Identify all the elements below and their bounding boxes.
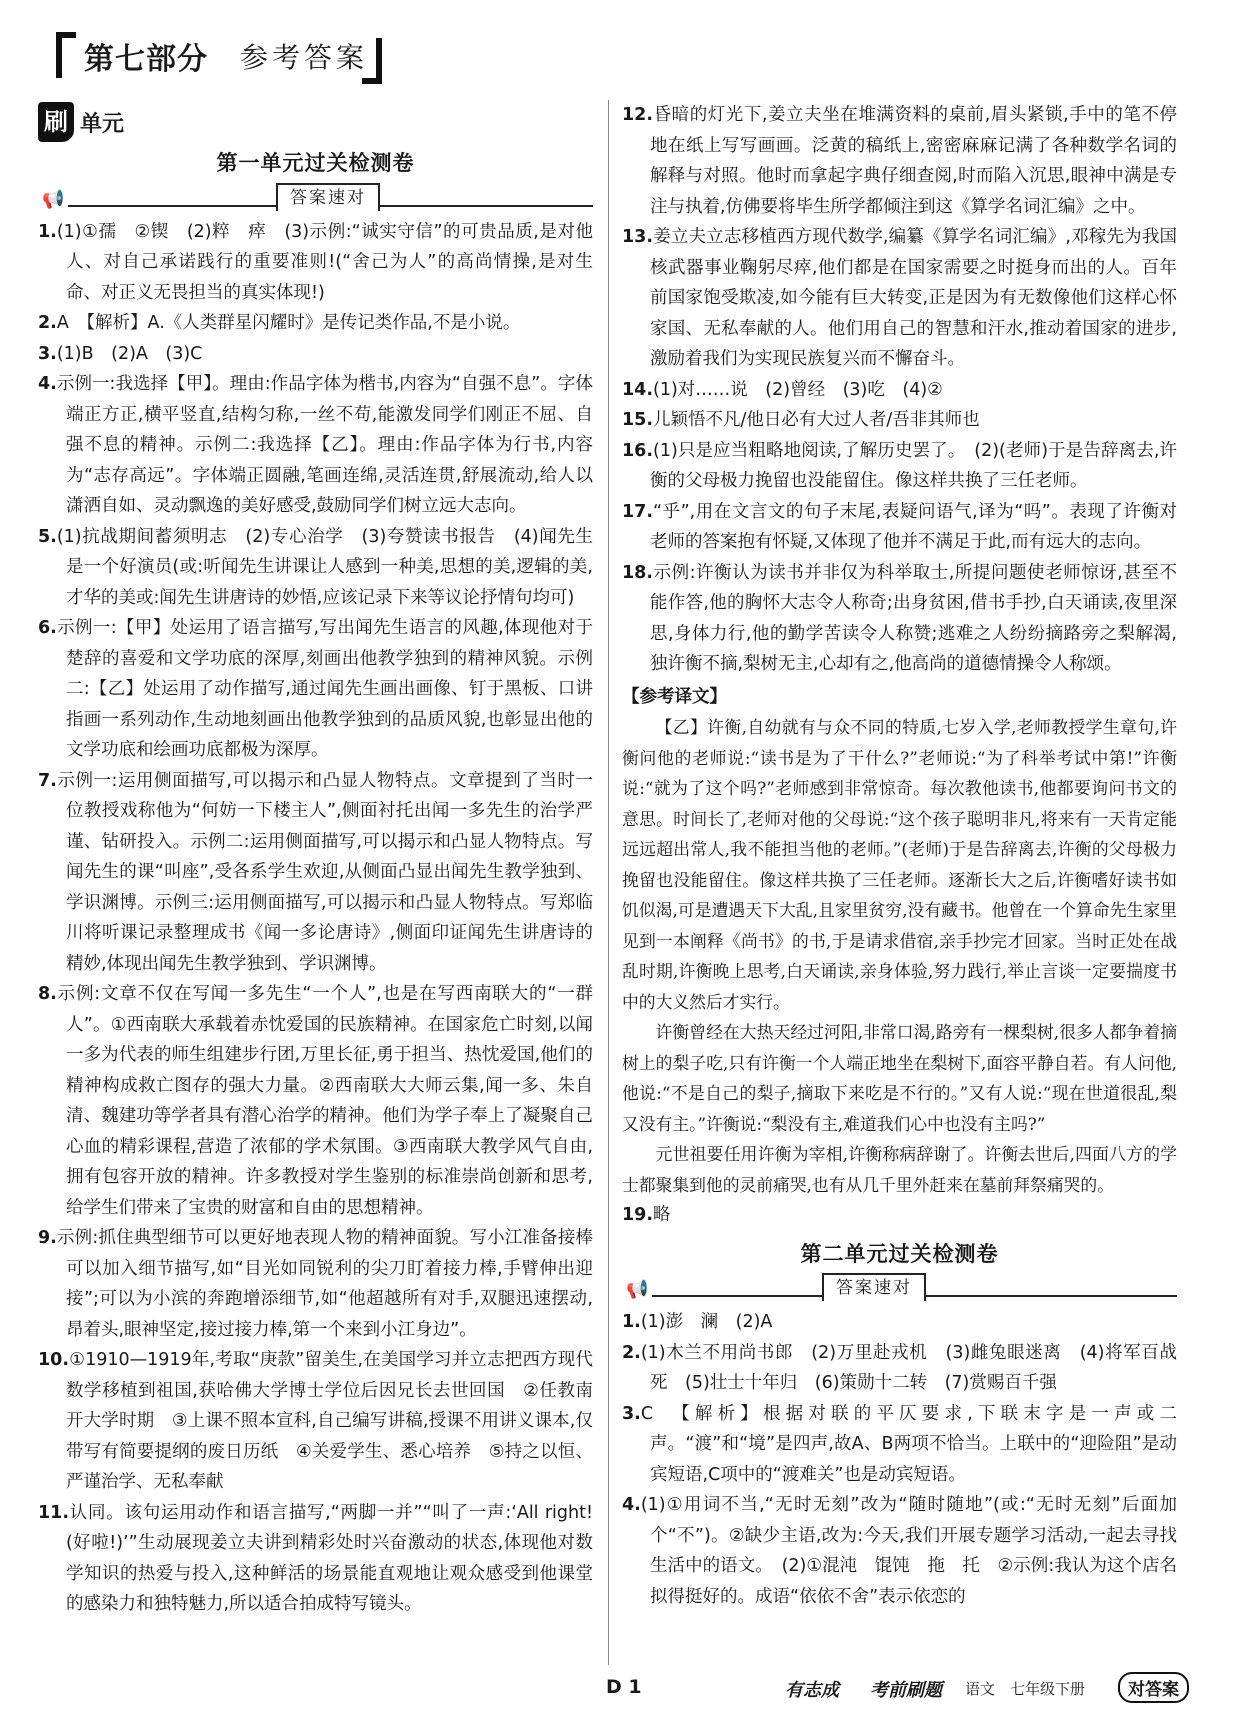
list-item [622,1490,1177,1612]
item-text: 示例一:我选择【甲】。理由:作品字体为楷书,内容为“自强不息”。字体端正方正,横平竖直,结构匀称,一丝不苟,能激发同学们刚正不屈、自强不息的精神。示例二:我选择【乙】。理由:作品字体为行书,内容为“志存高远”。字体端正圆融,笔画连绵,灵活连贯,舒展流动,给人以潇洒自如、灵动飘逸的美好感受,鼓励同学们树立远大志向。 [56,374,593,516]
subject-grade: 语文 七年级下册 [965,1680,1086,1698]
translation-paragraph: 许衡曾经在大热天经过河阳,非常口渴,路旁有一棵梨树,很多人都争着摘树上的梨子吃,只有许衡一个人端正地坐在梨树下,面容平静自若。有人问他,他说:“不是自己的梨子,摘取下来吃是不行的。”又有人说:“现在世道很乱,梨又没有主。”许衡说:“梨没有主,难道我们心中也没有主吗?” [622,1022,1177,1134]
item-text: “乎”,用在文言文的句子末尾,表疑问语气,译为“吗”。表现了许衡对老师的答案抱有怀疑,又体现了他并不满足于此,而有远大的志向。 [650,501,1177,552]
list-item [38,1498,593,1620]
megaphone-icon: 📢 [626,1279,649,1300]
unit2-title: 第二单元过关检测卷 [800,1241,999,1266]
left-column [38,100,593,1620]
item-number: 9. [38,1228,57,1248]
item-text: (1)抗战期间蓄须明志 (2)专心治学 (3)夸赞读书报告 (4)闻先生是一个好演员(或:听闻先生讲课让人感到一种美,思想的美,逻辑的美,才华的美或:闻先生讲唐诗的妙悟,应该记录下来等议论抒情句均可) [56,526,593,608]
item-text: (1)B (2)A (3)C [56,343,203,364]
item-text: 昏暗的灯光下,姜立夫坐在堆满资料的桌前,眉头紧锁,手中的笔不停地在纸上写写画画。泛黄的稿纸上,密密麻麻记满了各种数学名词的解释与对照。他时而拿起字典仔细查阅,时而陷入沉思,眼神中满是专注与执着,仿佛要将毕生所学都倾注到这《算学名词汇编》之中。 [650,105,1177,217]
item-number: 7. [38,770,57,791]
list-item [38,979,593,1223]
unit2-items [622,1307,1177,1612]
list-item [38,522,593,614]
item-text: 示例:文章不仅在写闻一多先生“一个人”,也是在写西南联大的“一群人”。①西南联大承载着赤忱爱国的民族精神。在国家危亡时刻,以闻一多为代表的师生组建步行团,万里长征,勇于担当、热忱爱国,他们的精神构成救亡图存的强大力量。②西南联大大师云集,闻一多、朱自清、魏建功等学者具有潜心治学的精神。他们为学子奉上了凝聚自己心血的精彩课程,营造了浓郁的学术氛围。③西南联大教学风气自由,拥有包容开放的精神。许多教授对学生鉴别的标准崇尚创新和思考,给学生们带来了宝贵的财富和自由的思想精神。 [56,984,593,1218]
unit1-items-left [38,217,593,1620]
item-number: 18. [622,562,654,583]
item-number: 16. [622,440,654,461]
brand-name: 有志成 [785,1680,839,1701]
item-number: 6. [38,618,57,638]
item-number: 17. [622,501,654,522]
item-number: 12. [622,105,654,125]
item-number: 11. [38,1502,70,1523]
item-text: 示例:许衡认为读书并非仅为科举取士,所提问题使老师惊讶,甚至不能作答,他的胸怀大志令人称奇;出身贫困,借书手抄,白天诵读,夜里深思,身体力行,他的勤学苦读令人称赞;逃难之人纷纷摘路旁之梨解渴,独许衡不摘,梨树无主,心却有之,他高尚的道德情操令人称颂。 [650,562,1177,674]
list-item [622,100,1177,222]
list-item [38,1345,593,1498]
part-title: 参考答案 [240,41,369,74]
item-number: 14. [622,379,654,400]
reference-translation-title: 【参考译文】 [622,686,727,707]
page-number: D 1 [606,1676,642,1698]
list-item [38,369,593,522]
part-label: 第七部分 [84,42,208,77]
list-item [38,339,593,370]
item-number: 10. [38,1350,70,1370]
list-item [622,1399,1177,1491]
item-text: A 【解析】A.《人类群星闪耀时》是传记类作品,不是小说。 [56,313,521,333]
list-item [622,222,1177,375]
item-text: 认同。该句运用动作和语言描写,“两脚一并”“叫了一声:‘All right!(好啦!)’”生动展现姜立夫讲到精彩处时兴奋激动的状态,体现他对数学知识的热爱与投入,这种鲜活的场景能直观地让观众感受到他课堂的感染力和独特魅力,所以适合拍成特写镜头。 [66,1502,593,1614]
item-number: 3. [622,1403,641,1424]
item-number: 8. [38,984,57,1004]
list-item [38,1223,593,1345]
item-number: 4. [622,1495,641,1515]
item-text: (1)对……说 (2)曾经 (3)吃 (4)② [653,379,943,400]
right-column [622,100,1177,1612]
unit1-answer-bar [38,183,593,213]
list-item [622,1338,1177,1399]
megaphone-icon: 📢 [42,188,65,210]
list-item [622,497,1177,558]
item-text: 儿颖悟不凡/他日必有大过人者/吾非其师也 [653,410,980,430]
page-footer [0,1672,1250,1708]
unit1-items-right [622,100,1177,680]
bracket-left-decoration [56,32,76,78]
item-number: 4. [38,374,57,394]
item-text: (1)①孺 ②锲 (2)粹 瘁 (3)示例:“诚实守信”的可贵品质,是对他人、对自己承诺践行的重要准则!(“舍己为人”的高尚情操,是对生命、对正义无畏担当的真实体现!) [56,221,593,303]
answer-box-label: 答案速对 [822,1273,926,1301]
series-name: 考前刷题 [870,1680,942,1701]
unit2-answer-bar [622,1273,1177,1303]
list-item [622,558,1177,680]
section-header [62,32,368,80]
column-divider [608,100,609,1665]
item-text: (1)澎 澜 (2)A [640,1312,773,1332]
reference-translation [622,712,1177,1200]
item-text: 姜立夫立志移植西方现代数学,编纂《算学名词汇编》,邓稼先为我国核武器事业鞠躬尽瘁,他们都是在国家需要之时挺身而出的人。百年前国家饱受欺凌,如今能有巨大转变,正是因为有无数像他们这样心怀家国、无私奉献的人。他们用自己的智慧和汗水,推动着国家的进步,激励着我们为实现民族复兴而不懈奋斗。 [650,227,1177,369]
list-item [38,766,593,980]
translation-paragraph: 元世祖要任用许衡为宰相,许衡称病辞谢了。许衡去世后,四面八方的学士都聚集到他的灵前痛哭,也有从几千里外赶来在墓前拜祭痛哭的。 [622,1144,1177,1195]
item-text: ①1910—1919年,考取“庚款”留美生,在美国学习并立志把西方现代数学移植到祖国,获哈佛大学博士学位后因兄长去世回国 ②任教南开大学时期 ③上课不照本宣科,自己编写讲稿,授课不用讲义课本,仅带写有简要提纲的废日历纸 ④关爱学生、悉心培养 ⑤持之以恒、严谨治学、无私奉献 [66,1350,593,1492]
list-item: 19.略 [622,1205,671,1225]
unit-badge [38,100,593,142]
item-number: 1. [622,1312,641,1332]
item-text: (1)木兰不用尚书郎 (2)万里赴戎机 (3)雌兔眼迷离 (4)将军百战死 (5)壮士十年归 (6)策勋十二转 (7)赏赐百千强 [640,1342,1177,1393]
answer-box-label: 答案速对 [276,183,380,211]
item-text: (1)只是应当粗略地阅读,了解历史罢了。 (2)(老师)于是告辞离去,许衡的父母极力挽留也没能留住。像这样共换了三任老师。 [650,440,1177,491]
item-text: 示例一:运用侧面描写,可以揭示和凸显人物特点。文章提到了当时一位教授戏称他为“何妨一下楼主人”,侧面衬托出闻一多先生的治学严谨、钻研投入。示例二:运用侧面描写,可以揭示和凸显人物特点。写闻先生的课“叫座”,受各系学生欢迎,从侧面凸显出闻先生教学独到、学识渊博。示例三:运用侧面描写,可以揭示和凸显人物特点。写郑临川将听课记录整理成书《闻一多论唐诗》,侧面印证闻先生讲唐诗的精妙,体现出闻先生教学独到、学识渊博。 [56,770,593,974]
list-item [622,1307,1177,1338]
list-item [38,613,593,766]
item-number: 2. [38,313,57,333]
item-text: 示例一:【甲】处运用了语言描写,写出闻先生语言的风趣,体现他对于楚辞的喜爱和文学功底的深厚,刻画出他教学独到的精神风貌。示例二:【乙】处运用了动作描写,通过闻先生画出画像、钉于黑板、口讲指画一系列动作,生动地刻画出他教学独到的品质风貌,也彰显出他的文学功底和绘画功底都极为深厚。 [56,618,593,760]
list-item [622,375,1177,406]
item-number: 5. [38,526,57,547]
list-item [622,436,1177,497]
translation-paragraph: 【乙】许衡,自幼就有与众不同的特质,七岁入学,老师教授学生章句,许衡问他的老师说:“读书是为了干什么?”老师说:“为了科举考试中第!”许衡说:“就为了这个吗?”老师感到非常惊奇。每次教他读书,他都要询问书文的意思。时间长了,老师对他的父母说:“这个孩子聪明非凡,将来有一天肯定能远远超出常人,我不能担当他的老师。”(老师)于是告辞离去,许衡的父母极力挽留也没能留住。像这样共换了三任老师。逐渐长大之后,许衡嗜好读书如饥似渴,可是遭遇天下大乱,且家里贫穷,没有藏书。他曾在一个算命先生家里见到一本阐释《尚书》的书,于是请求借宿,亲手抄完才回家。当时正处在战乱时期,许衡晚上思考,白天诵读,亲身体验,努力践行,举止言谈一定要揣度书中的大义然后才实行。 [622,717,1177,1012]
list-item [38,217,593,309]
shua-logo: 刷 [38,102,74,142]
item-number: 13. [622,227,654,247]
item-number: 15. [622,410,654,430]
answer-logo: 对答案 [1118,1672,1189,1703]
unit-label: 单元 [80,111,125,137]
item-text: C 【解析】根据对联的平仄要求,下联末字是一声或二声。“渡”和“境”是四声,故A、B两项不恰当。上联中的“迎险阻”是动宾短语,C项中的“渡难关”也是动宾短语。 [640,1403,1177,1485]
item-text: (1)①用词不当,“无时无刻”改为“随时随地”(或:“无时无刻”后面加个“不”)。②缺少主语,改为:今天,我们开展专题学习活动,一起去寻找生活中的语文。 (2)①混沌 馄饨 拖 托 ②示例:我认为这个店名拟得挺好的。成语“依依不舍”表示依恋的 [640,1495,1177,1607]
item-number: 3. [38,343,57,364]
bracket-right-decoration [362,38,382,84]
unit1-title: 第一单元过关检测卷 [216,151,415,175]
item-number: 2. [622,1342,641,1363]
list-item [622,405,1177,436]
item-text: 示例:抓住典型细节可以更好地表现人物的精神面貌。写小江准备接棒可以加入细节描写,如“目光如同锐利的尖刀盯着接力棒,手臂伸出迎接”;可以为小滨的奔跑增添细节,如“他超越所有对手,双腿迅速摆动,昂着头,眼神坚定,接过接力棒,第一个来到小江身边”。 [56,1228,593,1340]
list-item [38,308,593,339]
item-number: 1. [38,221,57,242]
